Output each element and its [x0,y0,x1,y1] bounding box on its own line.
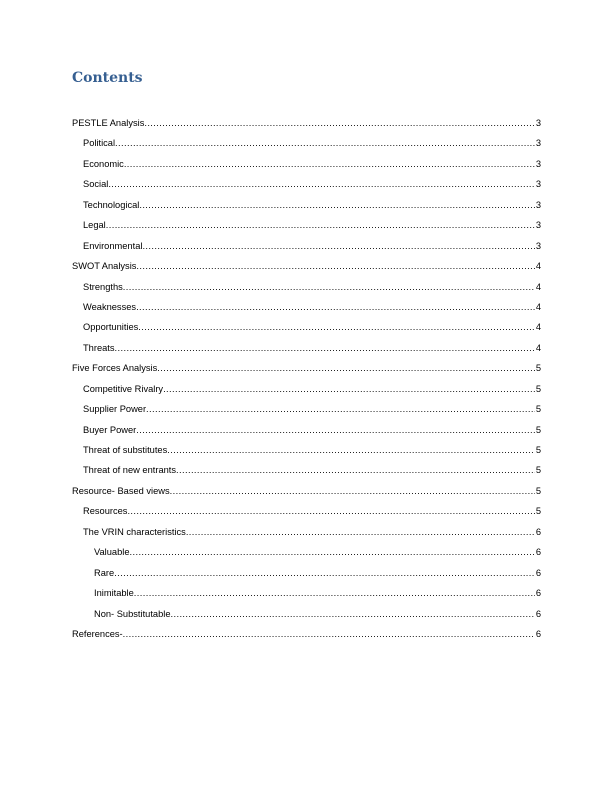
toc-entry-label: Buyer Power [83,424,137,435]
toc-dot-leader [167,443,535,457]
toc-entry-label: Economic [83,158,124,169]
toc-dot-leader [127,504,534,518]
toc-entry-page-number: 5 [535,506,541,517]
toc-entry-label: Non- Substitutable [94,608,171,619]
toc-dot-leader [124,157,535,171]
toc-dot-leader [108,177,535,191]
toc-entry[interactable] [72,402,541,422]
toc-entry-label: Inimitable [94,588,134,599]
toc-entry[interactable] [72,198,541,218]
toc-entry[interactable] [72,239,541,259]
toc-entry[interactable] [72,443,541,463]
toc-entry[interactable] [72,607,541,627]
toc-entry-page-number: 3 [535,138,541,149]
toc-dot-leader [163,382,535,396]
toc-entry-page-number: 4 [535,342,541,353]
toc-heading: Contents [72,70,143,86]
toc-entry-page-number: 4 [535,301,541,312]
toc-entry-label: Competitive Rivalry [83,383,164,394]
toc-entry[interactable] [72,463,541,483]
toc-entry-label: SWOT Analysis [72,261,137,272]
toc-entry-label: Weaknesses [83,301,137,312]
toc-entry-page-number: 6 [535,628,541,639]
toc-entry-page-number: 3 [535,199,541,210]
toc-entry-page-number: 5 [535,485,541,496]
toc-entry-label: Technological [83,199,140,210]
toc-entry-page-number: 3 [535,179,541,190]
toc-entry[interactable] [72,341,541,361]
toc-dot-leader [186,525,535,539]
toc-dot-leader [123,280,535,294]
toc-dot-leader [139,198,534,212]
toc-entry-label: Threat of new entrants [83,465,177,476]
toc-entry-page-number: 3 [535,240,541,251]
toc-entry-page-number: 5 [535,404,541,415]
toc-entry[interactable] [72,116,541,136]
toc-dot-leader [134,586,535,600]
toc-entry-page-number: 5 [535,363,541,374]
toc-dot-leader [115,136,535,150]
toc-entry[interactable] [72,177,541,197]
toc-dot-leader [138,320,535,334]
toc-dot-leader [144,116,534,130]
toc-entry[interactable] [72,136,541,156]
toc-entry-label: Resource- Based views [72,485,170,496]
toc-entry-page-number: 6 [535,608,541,619]
toc-dot-leader [146,402,535,416]
toc-entry[interactable] [72,525,541,545]
toc-dot-leader [123,627,535,641]
toc-dot-leader [170,484,535,498]
toc-entry-page-number: 3 [535,220,541,231]
toc-entry-page-number: 5 [535,383,541,394]
toc-entry-page-number: 5 [535,445,541,455]
toc-entry-page-number: 4 [535,281,541,292]
toc-dot-leader [130,545,535,559]
toc-entry-page-number: 5 [535,465,541,476]
toc-entry-page-number: 5 [535,424,541,435]
toc-entry-page-number: 6 [535,588,541,599]
toc-dot-leader [171,607,535,621]
toc-entry[interactable] [72,259,541,279]
toc-dot-leader [106,218,535,232]
toc-entry[interactable] [72,423,541,443]
toc-entry-label: Rare [94,567,115,578]
toc-dot-leader [136,300,535,314]
toc-entry[interactable] [72,157,541,177]
toc-dot-leader [142,239,534,253]
toc-entry-page-number: 4 [535,322,541,333]
toc-entry[interactable] [72,382,541,402]
toc-entry-label: Supplier Power [83,404,147,415]
toc-entry-label: Five Forces Analysis [72,363,158,374]
toc-entry[interactable] [72,566,541,586]
toc-dot-leader [114,566,535,580]
toc-entry-label: Opportunities [83,322,139,333]
toc-entry-label: References- [72,628,123,639]
toc-entry-page-number: 4 [535,261,541,272]
toc-entry-page-number: 6 [535,526,541,537]
toc-entry-label: Resources [83,506,128,517]
toc-entry-label: Political [83,138,116,149]
toc-dot-leader [157,361,535,375]
toc-entry[interactable] [72,484,541,504]
toc-entry-page-number: 6 [535,547,541,558]
toc-dot-leader [136,259,534,273]
toc-entry-page-number: 3 [535,158,541,169]
toc-dot-leader [115,341,535,355]
toc-entry-label: Strengths [83,281,123,292]
toc-entry-page-number: 3 [535,118,541,128]
toc-dot-leader [136,423,535,437]
toc-dot-leader [176,463,535,477]
toc-entry[interactable] [72,280,541,300]
toc-entry[interactable] [72,586,541,606]
toc-entry-label: The VRIN characteristics [83,526,186,537]
toc-entry-label: Legal [83,220,106,231]
toc-entry-label: Threats [83,342,115,353]
toc-entry-label: Valuable [94,547,130,558]
toc-entry-label: Social [83,179,109,190]
toc-entry[interactable] [72,504,541,524]
toc-entry-label: Threat of substitutes [83,445,168,455]
toc-entry-label: Environmental [83,240,143,251]
toc-entry[interactable] [72,300,541,320]
toc-entry[interactable] [72,627,541,647]
toc-entry[interactable] [72,361,541,381]
toc-entry-label: PESTLE Analysis [72,118,145,128]
toc-entry[interactable] [72,320,541,340]
toc-entry[interactable] [72,218,541,238]
toc-entry[interactable] [72,545,541,565]
table-of-contents [72,116,541,647]
toc-entry-page-number: 6 [535,567,541,578]
